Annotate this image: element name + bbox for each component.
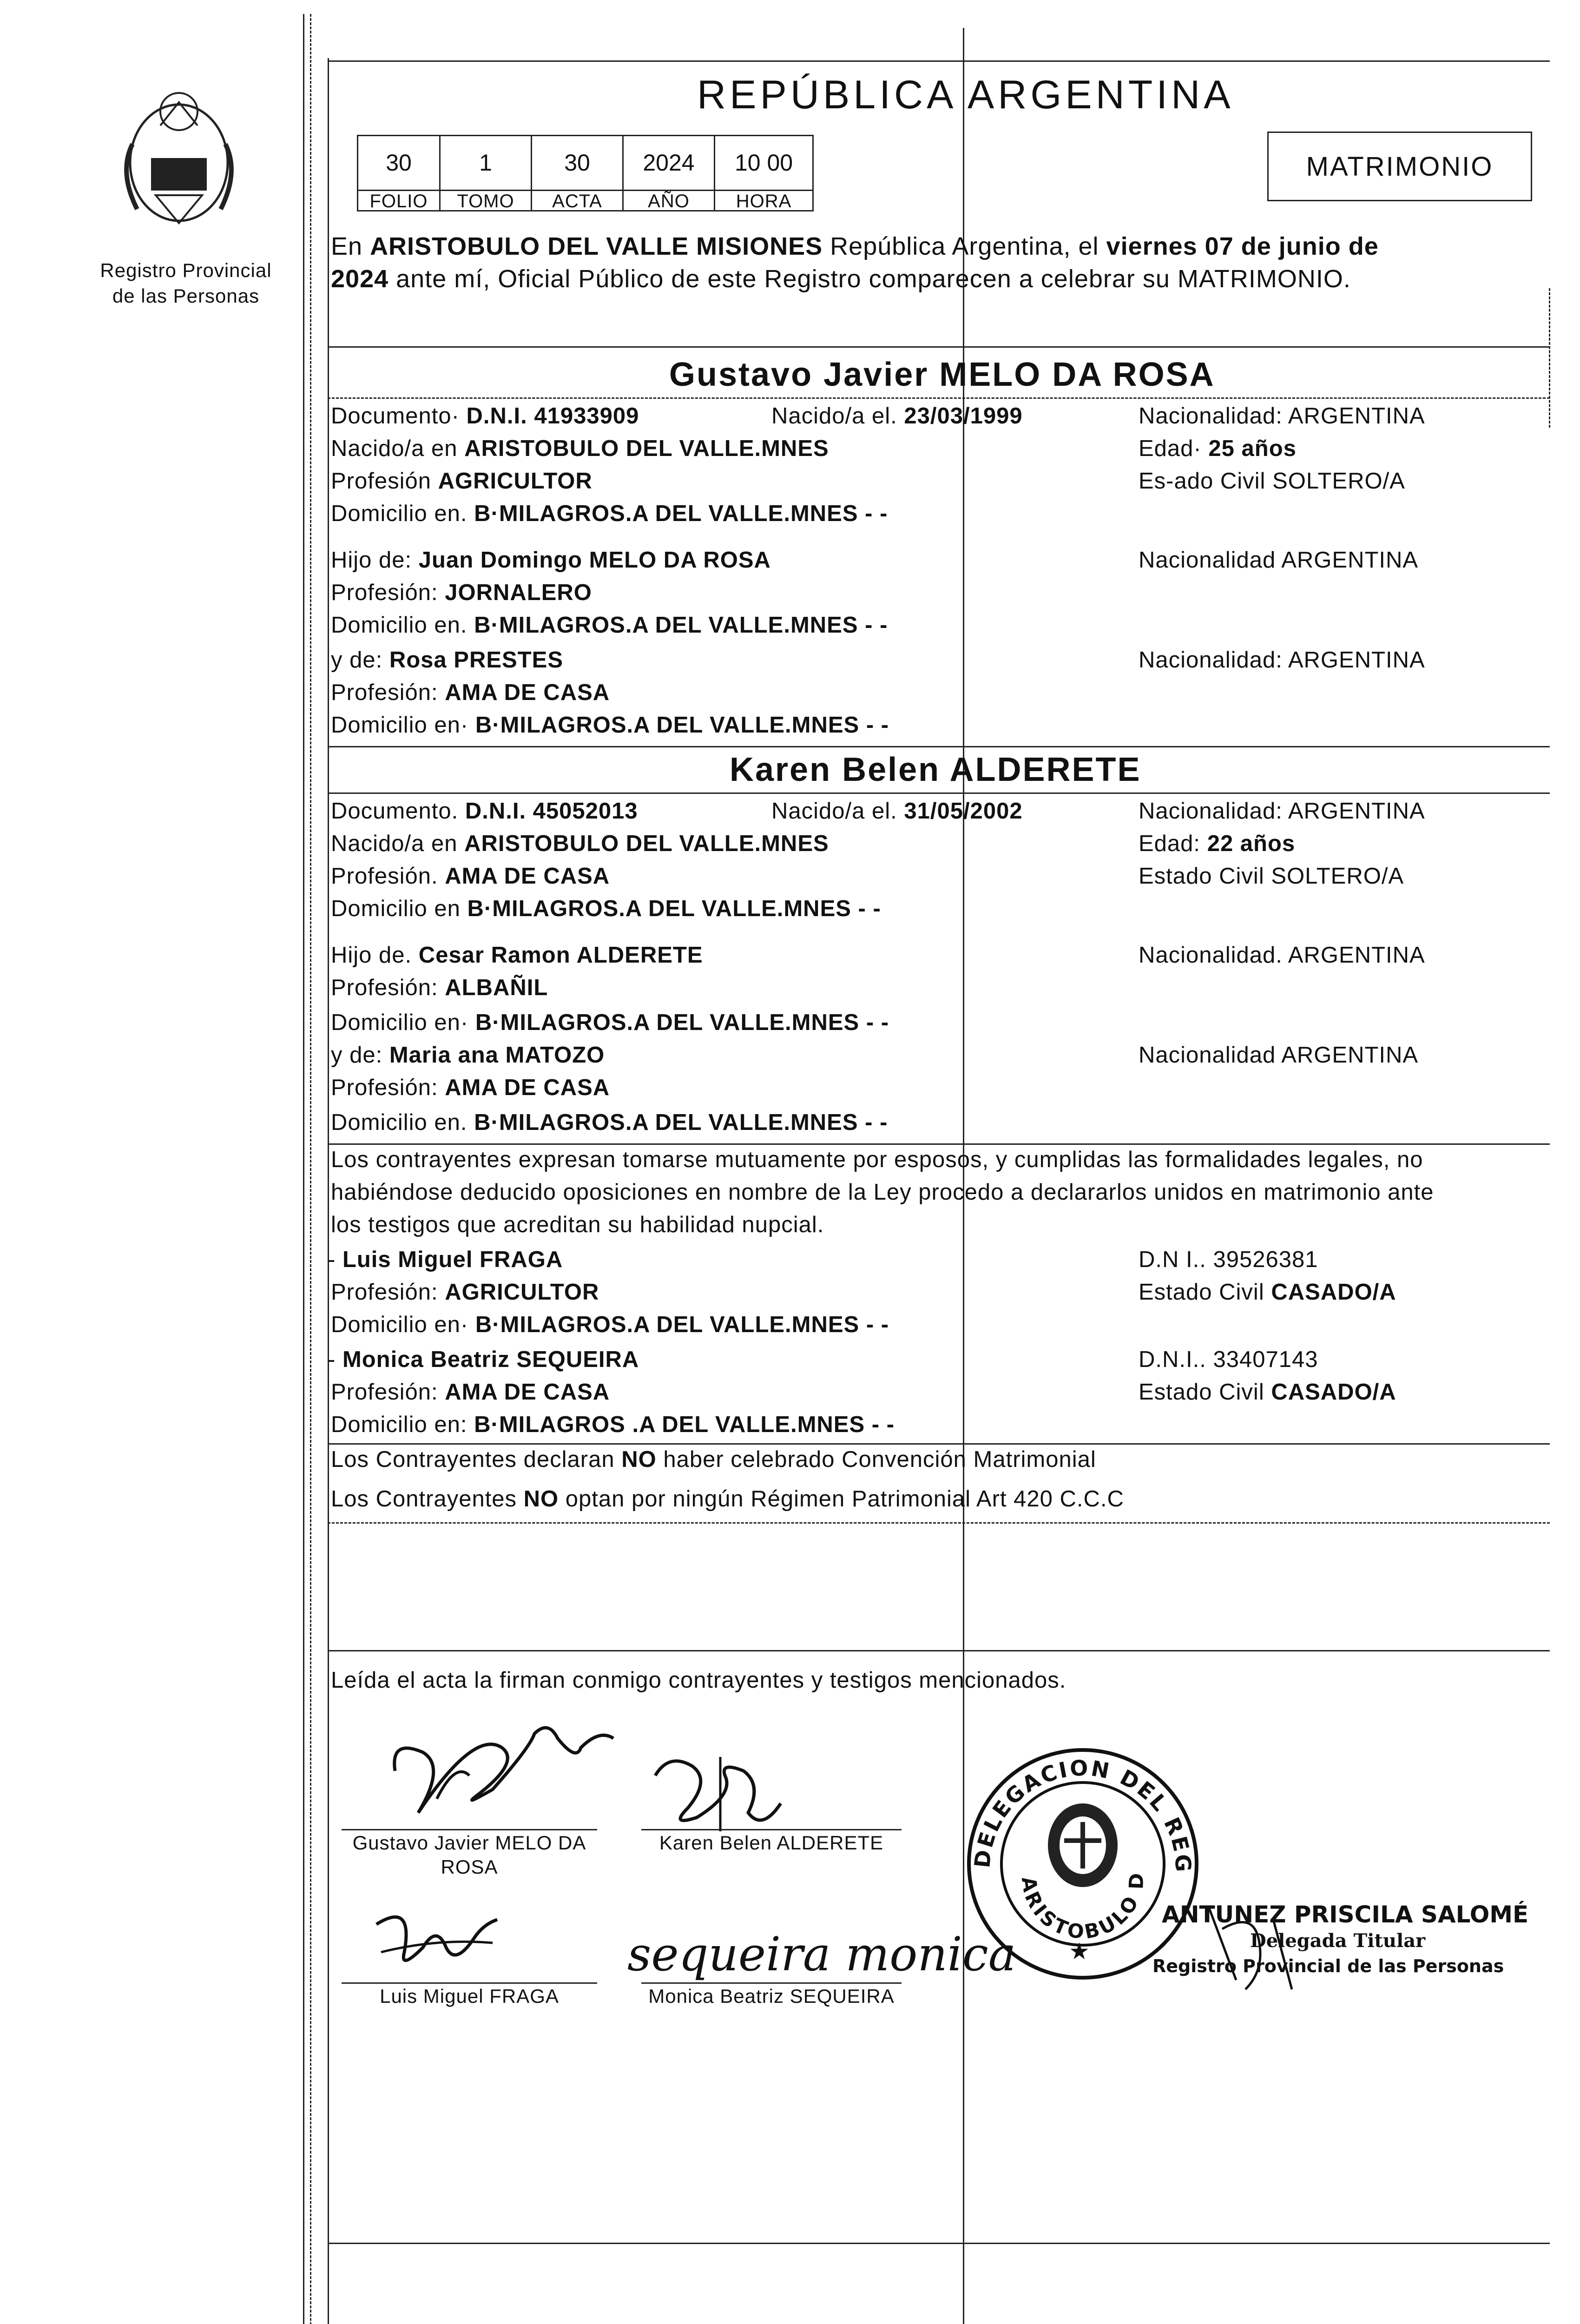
clauses-rule	[328, 1443, 1550, 1445]
intro-date-1: viernes 07 de junio de	[1106, 232, 1379, 260]
bride-mother-nationality: Nacionalidad ARGENTINA	[1139, 1043, 1419, 1068]
ano-label: AÑO	[624, 190, 714, 211]
bride-father: Hijo de. Cesar Ramon ALDERETE	[331, 943, 703, 968]
bride-father-profession: Profesión: ALBAÑIL	[331, 975, 548, 1000]
bride-age: Edad: 22 años	[1139, 831, 1296, 856]
groom-signature	[381, 1720, 641, 1831]
groom-nationality: Nacionalidad: ARGENTINA	[1139, 403, 1425, 429]
bride-signature	[641, 1748, 809, 1841]
hora-value: 10 00	[734, 150, 793, 176]
officer-name: ANTUNEZ PRISCILA SALOMÉ	[1162, 1901, 1529, 1928]
witness-2-signature-label: Monica Beatriz SEQUEIRA	[648, 1985, 895, 2007]
groom-father-nationality: Nacionalidad ARGENTINA	[1139, 548, 1419, 573]
groom-civil: Es‑ado Civil SOLTERO/A	[1139, 469, 1405, 494]
bride-profession: Profesión. AMA DE CASA	[331, 864, 610, 889]
bride-name: Karen Belen ALDERETE	[730, 751, 1141, 788]
groom-rule	[328, 397, 1550, 399]
bride-nationality: Nacionalidad: ARGENTINA	[1139, 799, 1425, 824]
stamp-outer-text: DELEGACION DEL REG	[969, 1755, 1196, 1875]
intro-p3: ante mí, Oficial Público de este Registro comparecen a celebrar su MATRIMONIO.	[388, 265, 1351, 293]
closing-rule	[328, 1650, 1550, 1651]
right-edge	[1549, 288, 1550, 428]
provincial-crest	[100, 70, 258, 237]
tomo-value: 1	[479, 150, 492, 176]
ano-value: 2024	[643, 150, 695, 176]
groom-age: Edad· 25 años	[1139, 436, 1297, 461]
folio-label: FOLIO	[358, 190, 439, 211]
declaration-line-3: los testigos que acreditan su habilidad nupcial.	[331, 1212, 824, 1237]
declaration-line-2: habiéndose deducido oposiciones en nombre de la Ley procedo a declararlos unidos en matrimonio ante	[331, 1180, 1434, 1205]
bride-rule	[328, 792, 1550, 794]
officer-org: Registro Provincial de las Personas	[1152, 1956, 1504, 1976]
groom-signature-label-1: Gustavo Javier MELO DA	[352, 1832, 586, 1854]
acta-label: ACTA	[532, 190, 622, 211]
bride-signature-label: Karen Belen ALDERETE	[659, 1832, 884, 1854]
declaration-rule	[328, 1143, 1550, 1145]
groom-father-profession: Profesión: JORNALERO	[331, 580, 592, 605]
witness-2-domicile: Domicilio en: B·MILAGROS .A DEL VALLE.MNES - -	[331, 1412, 895, 1437]
groom-mother-domicile: Domicilio en· B·MILAGROS.A DEL VALLE.MNES - -	[331, 713, 889, 738]
witness-1-signature-label: Luis Miguel FRAGA	[380, 1985, 559, 2007]
margin-line-2	[310, 14, 311, 2324]
witness-1-signature	[367, 1896, 507, 1980]
intro-p2: República Argentina, el	[823, 232, 1106, 260]
witness-2-id: D.N.I.. 33407143	[1139, 1347, 1318, 1372]
acta-value: 30	[564, 150, 590, 176]
acta-cell	[531, 135, 624, 211]
groom-birthplace: Nacido/a en ARISTOBULO DEL VALLE.MNES	[331, 436, 829, 461]
hora-label: HORA	[715, 190, 812, 211]
closing-text: Leída el acta la firman conmigo contrayentes y testigos mencionados.	[331, 1668, 1066, 1693]
bottom-rule	[328, 2243, 1550, 2244]
intro-p1: En	[331, 232, 370, 260]
ano-cell	[622, 135, 715, 211]
groom-mother-nationality: Nacionalidad: ARGENTINA	[1139, 647, 1425, 673]
witness-2-civil: Estado Civil CASADO/A	[1139, 1380, 1396, 1405]
witness-1-profession: Profesión: AGRICULTOR	[331, 1280, 599, 1305]
folio-cell	[357, 135, 441, 211]
witness-2-profession: Profesión: AMA DE CASA	[331, 1380, 610, 1405]
parents-divider-1	[328, 746, 1550, 747]
groom-mother-profession: Profesión: AMA DE CASA	[331, 680, 610, 705]
witness-1-name: - Luis Miguel FRAGA	[328, 1247, 563, 1272]
page-title: REPÚBLICA ARGENTINA	[697, 73, 1234, 117]
margin-line-1	[303, 14, 304, 2324]
folio-value: 30	[386, 150, 412, 176]
clause-2: Los Contrayentes NO optan por ningún Régimen Patrimonial Art 420 C.C.C	[331, 1486, 1124, 1512]
registry-name-line2: de las Personas	[112, 285, 260, 307]
intro-date-2: 2024	[331, 265, 389, 293]
intro-line-1	[331, 232, 1379, 260]
groom-father: Hijo de: Juan Domingo MELO DA ROSA	[331, 548, 771, 573]
bride-father-domicile: Domicilio en· B·MILAGROS.A DEL VALLE.MNES - -	[331, 1010, 889, 1035]
intro-place: ARISTOBULO DEL VALLE MISIONES	[370, 232, 823, 260]
witness-1-id: D.N I.. 39526381	[1139, 1247, 1318, 1272]
bride-domicile: Domicilio en B·MILAGROS.A DEL VALLE.MNES - -	[331, 896, 881, 921]
bride-mother-profession: Profesión: AMA DE CASA	[331, 1075, 610, 1100]
crest-icon	[100, 70, 258, 237]
tomo-cell	[439, 135, 532, 211]
groom-profession: Profesión AGRICULTOR	[331, 469, 592, 494]
top-rule	[328, 60, 1550, 62]
groom-born: Nacido/a el. 23/03/1999	[771, 403, 1023, 429]
clauses-rule-2	[328, 1522, 1550, 1524]
clause-1: Los Contrayentes declaran NO haber celebrado Convención Matrimonial	[331, 1447, 1096, 1472]
groom-name: Gustavo Javier MELO DA ROSA	[669, 356, 1215, 393]
groom-mother: y de: Rosa PRESTES	[331, 647, 564, 673]
tomo-label: TOMO	[441, 190, 531, 211]
officer-stamp	[1152, 1901, 1529, 1994]
bride-father-nationality: Nacionalidad. ARGENTINA	[1139, 943, 1425, 968]
witness-2-signature: sequeira monica	[627, 1927, 1016, 1981]
groom-domicile: Domicilio en. B·MILAGROS.A DEL VALLE.MNES - -	[331, 501, 888, 526]
registry-name-line1: Registro Provincial	[100, 259, 272, 281]
bride-civil: Estado Civil SOLTERO/A	[1139, 864, 1404, 889]
act-type-box: MATRIMONIO	[1267, 132, 1532, 201]
bride-mother: y de: Maria ana MATOZO	[331, 1043, 605, 1068]
groom-father-domicile: Domicilio en. B·MILAGROS.A DEL VALLE.MNES - -	[331, 613, 888, 638]
officer-role: Delegada Titular	[1250, 1930, 1426, 1952]
bride-birthplace: Nacido/a en ARISTOBULO DEL VALLE.MNES	[331, 831, 829, 856]
bride-mother-domicile: Domicilio en. B·MILAGROS.A DEL VALLE.MNES - -	[331, 1110, 888, 1135]
declaration-line-1: Los contrayentes expresan tomarse mutuamente por esposos, y cumplidas las formalidades legales, no	[331, 1147, 1423, 1172]
witness-1-domicile: Domicilio en· B·MILAGROS.A DEL VALLE.MNES - -	[331, 1312, 889, 1337]
groom-signature-label-2: ROSA	[441, 1856, 498, 1878]
witness-2-name: - Monica Beatriz SEQUEIRA	[328, 1347, 639, 1372]
witness-1-civil: Estado Civil CASADO/A	[1139, 1280, 1396, 1305]
bride-born: Nacido/a el. 31/05/2002	[771, 799, 1023, 824]
hora-cell	[714, 135, 814, 211]
groom-doc: Documento· D.N.I. 41933909	[331, 403, 639, 429]
stamp-inner-text: ARISTOBULO D	[1017, 1870, 1148, 1944]
intro-line-2	[331, 265, 1351, 293]
svg-text:★: ★	[1069, 1938, 1090, 1965]
intro-rule	[328, 346, 1550, 348]
bride-doc: Documento. D.N.I. 45052013	[331, 799, 638, 824]
